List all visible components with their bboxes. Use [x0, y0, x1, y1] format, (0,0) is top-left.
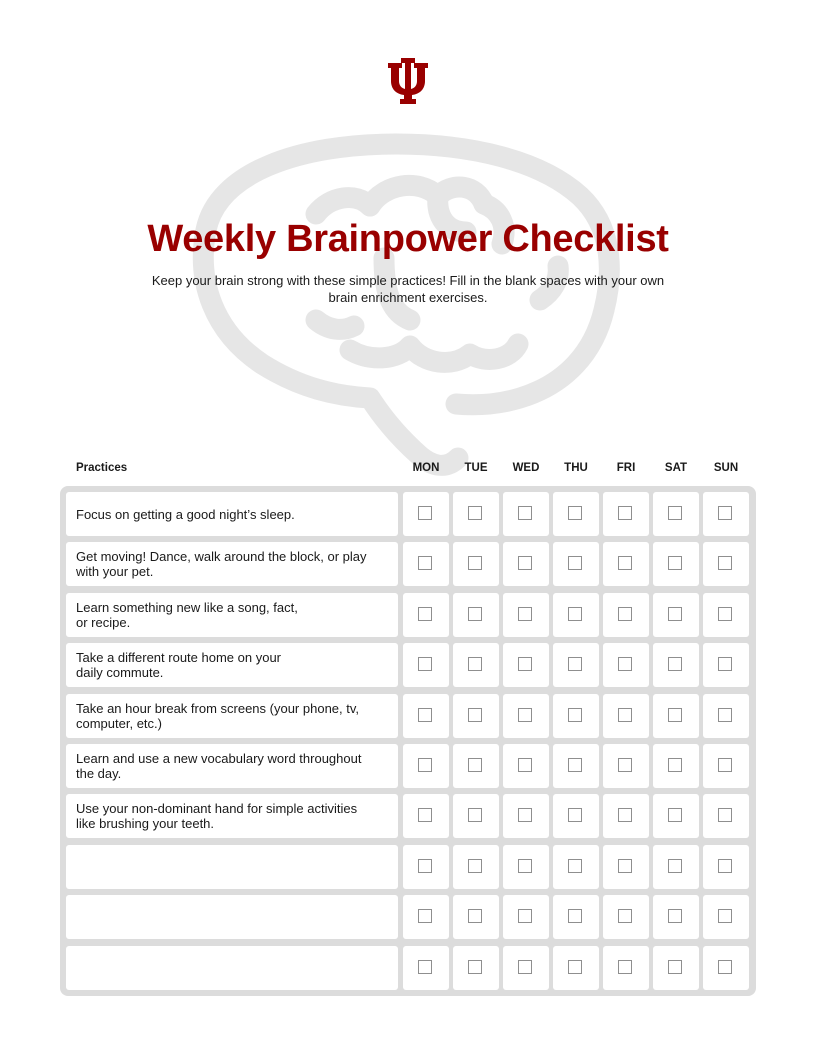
checkbox[interactable] [718, 556, 732, 570]
day-cell-sat [653, 492, 699, 536]
day-cell-mon [403, 744, 449, 788]
day-cell-thu [553, 694, 599, 738]
day-cell-mon [403, 895, 449, 939]
checkbox[interactable] [468, 607, 482, 621]
day-cell-sat [653, 542, 699, 586]
checkbox[interactable] [518, 556, 532, 570]
checkbox[interactable] [618, 657, 632, 671]
day-cell-thu [553, 643, 599, 687]
day-cell-sat [653, 946, 699, 990]
checkbox[interactable] [468, 506, 482, 520]
day-cell-fri [603, 895, 649, 939]
checkbox[interactable] [668, 657, 682, 671]
day-cell-fri [603, 542, 649, 586]
day-cell-mon [403, 946, 449, 990]
day-cell-tue [453, 542, 499, 586]
practice-text-line: computer, etc.) [76, 715, 162, 731]
day-cell-fri [603, 946, 649, 990]
checkbox[interactable] [568, 909, 582, 923]
checkbox[interactable] [618, 708, 632, 722]
day-cell-fri [603, 845, 649, 889]
table-row [60, 895, 756, 939]
day-cell-sun [703, 794, 749, 838]
checkbox[interactable] [518, 909, 532, 923]
checkbox[interactable] [718, 708, 732, 722]
checkbox[interactable] [468, 960, 482, 974]
checkbox[interactable] [618, 808, 632, 822]
practice-text [76, 801, 357, 831]
practice-cell [66, 744, 398, 788]
checkbox[interactable] [618, 607, 632, 621]
day-cell-sat [653, 643, 699, 687]
checkbox[interactable] [568, 859, 582, 873]
checkbox[interactable] [468, 758, 482, 772]
day-cell-sat [653, 593, 699, 637]
checkbox[interactable] [418, 506, 432, 520]
day-cell-wed [503, 542, 549, 586]
checkbox[interactable] [718, 909, 732, 923]
checkbox[interactable] [418, 859, 432, 873]
day-cell-thu [553, 845, 599, 889]
checkbox[interactable] [518, 758, 532, 772]
practice-cell [66, 794, 398, 838]
day-cell-thu [553, 946, 599, 990]
day-cell-tue [453, 643, 499, 687]
day-cell-thu [553, 794, 599, 838]
checkbox[interactable] [468, 808, 482, 822]
practice-text-line: daily commute. [76, 665, 164, 681]
checkbox[interactable] [418, 556, 432, 570]
page-title: Weekly Brainpower Checklist [147, 218, 669, 260]
day-cell-thu [553, 895, 599, 939]
day-cell-wed [503, 492, 549, 536]
day-cell-tue [453, 794, 499, 838]
day-cell-tue [453, 845, 499, 889]
checkbox[interactable] [518, 657, 532, 671]
checkbox[interactable] [418, 758, 432, 772]
day-cell-mon [403, 794, 449, 838]
checkbox[interactable] [718, 808, 732, 822]
subtitle-line-2: brain enrichment exercises. [328, 290, 488, 305]
day-cell-mon [403, 542, 449, 586]
day-cell-mon [403, 593, 449, 637]
checkbox[interactable] [418, 960, 432, 974]
day-cell-wed [503, 845, 549, 889]
checkbox[interactable] [618, 506, 632, 520]
day-cell-sun [703, 542, 749, 586]
blank-practice-field[interactable] [66, 895, 398, 939]
day-cell-sun [703, 845, 749, 889]
checkbox[interactable] [518, 708, 532, 722]
checkbox[interactable] [418, 708, 432, 722]
checkbox[interactable] [468, 708, 482, 722]
table-header-row [0, 462, 816, 478]
practice-text-line: Use your non-dominant hand for simple activities [76, 801, 358, 817]
practice-cell [66, 643, 398, 687]
checkbox[interactable] [518, 506, 532, 520]
practice-text-line: with your pet. [76, 564, 154, 580]
day-cell-tue [453, 946, 499, 990]
day-cell-tue [453, 492, 499, 536]
checkbox[interactable] [718, 859, 732, 873]
table-row [60, 694, 756, 738]
checkbox[interactable] [518, 960, 532, 974]
practice-text-line: Get moving! Dance, walk around the block, or play [76, 549, 367, 565]
day-cell-thu [553, 593, 599, 637]
practices-column-header: Practices [76, 462, 128, 474]
practice-text [76, 751, 361, 781]
day-cell-tue [453, 694, 499, 738]
blank-practice-field[interactable] [66, 845, 398, 889]
day-cell-tue [453, 744, 499, 788]
day-cell-thu [553, 492, 599, 536]
day-cell-wed [503, 895, 549, 939]
day-header-4: FRI [616, 462, 636, 474]
checkbox[interactable] [518, 607, 532, 621]
day-cell-thu [553, 744, 599, 788]
checkbox[interactable] [668, 556, 682, 570]
checkbox[interactable] [668, 506, 682, 520]
day-cell-sun [703, 895, 749, 939]
day-cell-mon [403, 694, 449, 738]
subtitle-line-1: Keep your brain strong with these simple practices! Fill in the blank spaces with your own [151, 273, 665, 288]
checkbox[interactable] [668, 808, 682, 822]
table-row [60, 744, 756, 788]
practice-text-line: Focus on getting a good night’s sleep. [76, 506, 295, 522]
checkbox[interactable] [568, 556, 582, 570]
day-header-5: SAT [664, 462, 688, 474]
table-row [60, 542, 756, 586]
checkbox[interactable] [568, 607, 582, 621]
practice-text [76, 701, 359, 731]
checkbox[interactable] [518, 859, 532, 873]
practice-cell [66, 542, 398, 586]
day-header-3: THU [564, 462, 588, 474]
day-cell-wed [503, 744, 549, 788]
checkbox[interactable] [668, 607, 682, 621]
day-cell-wed [503, 794, 549, 838]
day-cell-fri [603, 643, 649, 687]
practice-text [76, 549, 366, 579]
checkbox[interactable] [418, 909, 432, 923]
table-row [60, 794, 756, 838]
checkbox[interactable] [418, 808, 432, 822]
day-cell-sat [653, 895, 699, 939]
practice-text-line: like brushing your teeth. [76, 816, 215, 832]
checkbox[interactable] [568, 960, 582, 974]
table-row [60, 492, 756, 536]
checkbox[interactable] [568, 708, 582, 722]
checkbox[interactable] [718, 758, 732, 772]
day-cell-tue [453, 895, 499, 939]
day-cell-tue [453, 593, 499, 637]
day-cell-sun [703, 694, 749, 738]
day-cell-sat [653, 744, 699, 788]
table-row [60, 845, 756, 889]
practice-text-line: Take an hour break from screens (your phone, tv, [76, 700, 360, 716]
checkbox[interactable] [568, 758, 582, 772]
checkbox[interactable] [568, 808, 582, 822]
practice-cell [66, 694, 398, 738]
day-cell-fri [603, 593, 649, 637]
day-cell-wed [503, 643, 549, 687]
checkbox[interactable] [668, 708, 682, 722]
blank-practice-field[interactable] [66, 946, 398, 990]
checkbox[interactable] [668, 909, 682, 923]
day-cell-mon [403, 492, 449, 536]
table-row [60, 643, 756, 687]
table-row [60, 593, 756, 637]
practice-text-line: Learn something new like a song, fact, [76, 599, 298, 615]
day-cell-sat [653, 845, 699, 889]
checkbox[interactable] [418, 657, 432, 671]
checkbox[interactable] [468, 556, 482, 570]
day-cell-wed [503, 694, 549, 738]
practice-text-line: the day. [76, 766, 122, 781]
day-cell-sun [703, 946, 749, 990]
day-cell-mon [403, 643, 449, 687]
checkbox[interactable] [518, 808, 532, 822]
table-row [60, 946, 756, 990]
day-cell-wed [503, 946, 549, 990]
day-cell-wed [503, 593, 549, 637]
checkbox[interactable] [568, 657, 582, 671]
checkbox[interactable] [718, 506, 732, 520]
practice-text [76, 507, 295, 522]
day-header-2: WED [512, 462, 540, 474]
checkbox[interactable] [618, 758, 632, 772]
day-header-6: SUN [713, 462, 739, 474]
checkbox[interactable] [468, 657, 482, 671]
checkbox[interactable] [618, 909, 632, 923]
day-cell-thu [553, 542, 599, 586]
practice-text-line: Take a different route home on your [76, 650, 281, 666]
checkbox[interactable] [668, 960, 682, 974]
day-cell-fri [603, 744, 649, 788]
day-cell-sun [703, 643, 749, 687]
checkbox[interactable] [568, 506, 582, 520]
practice-cell [66, 593, 398, 637]
day-cell-sun [703, 492, 749, 536]
checkbox[interactable] [668, 758, 682, 772]
practice-text [76, 600, 298, 630]
day-cell-sun [703, 593, 749, 637]
practice-text-line: or recipe. [76, 614, 131, 630]
checkbox[interactable] [618, 556, 632, 570]
checkbox[interactable] [668, 859, 682, 873]
day-cell-fri [603, 794, 649, 838]
day-cell-mon [403, 845, 449, 889]
day-cell-sun [703, 744, 749, 788]
iu-trident-icon [388, 58, 428, 104]
page-subtitle [128, 272, 688, 306]
checkbox[interactable] [718, 657, 732, 671]
day-cell-fri [603, 492, 649, 536]
checkbox[interactable] [718, 607, 732, 621]
checkbox[interactable] [718, 960, 732, 974]
checkbox[interactable] [618, 859, 632, 873]
practice-text [76, 650, 281, 680]
checkbox[interactable] [618, 960, 632, 974]
checklist-table [60, 486, 756, 996]
day-cell-sat [653, 794, 699, 838]
checkbox[interactable] [418, 607, 432, 621]
practice-cell [66, 492, 398, 536]
practice-text-line: Learn and use a new vocabulary word throughout [76, 751, 362, 766]
checkbox[interactable] [468, 909, 482, 923]
checkbox[interactable] [468, 859, 482, 873]
day-cell-fri [603, 694, 649, 738]
day-header-0: MON [412, 462, 440, 474]
day-cell-sat [653, 694, 699, 738]
day-header-1: TUE [464, 462, 488, 474]
